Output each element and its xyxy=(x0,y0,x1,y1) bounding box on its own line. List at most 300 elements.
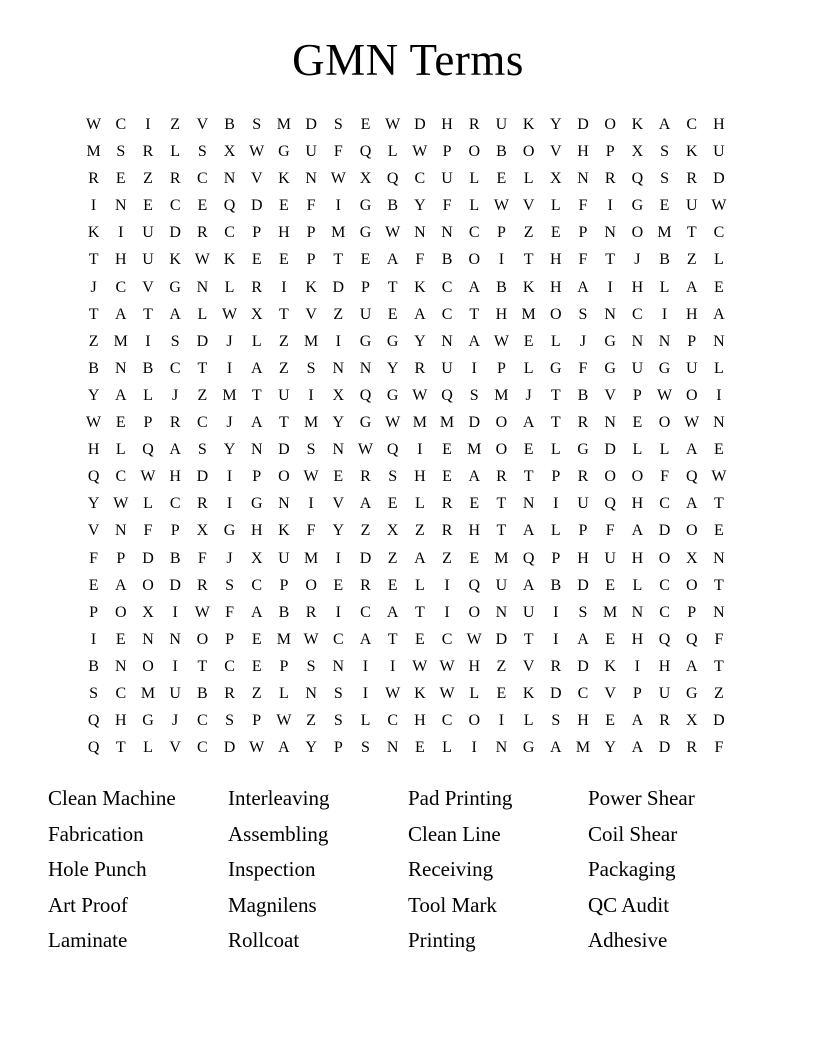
grid-letter: I xyxy=(553,603,559,621)
grid-letter: D xyxy=(142,549,154,567)
grid-letter: Q xyxy=(87,468,100,486)
grid-letter: D xyxy=(713,170,725,188)
grid-letter: E xyxy=(333,468,344,486)
grid-letter: H xyxy=(550,251,562,269)
grid-letter: Z xyxy=(496,657,507,675)
grid-letter: J xyxy=(226,414,233,432)
grid-letter: I xyxy=(607,197,613,215)
grid-letter: F xyxy=(197,549,207,567)
grid-letter: A xyxy=(386,603,399,621)
grid-row xyxy=(80,274,733,301)
grid-letter: O xyxy=(522,143,535,161)
grid-letter: A xyxy=(278,739,290,757)
word-list-column xyxy=(48,781,228,959)
grid-letter: O xyxy=(468,712,480,730)
grid-letter: O xyxy=(468,143,480,161)
grid-letter: T xyxy=(387,278,398,296)
grid-letter: C xyxy=(224,224,235,242)
grid-letter: V xyxy=(196,116,209,133)
grid-letter: T xyxy=(88,305,99,323)
grid-letter: C xyxy=(713,224,725,242)
grid-letter: H xyxy=(685,305,698,323)
grid-letter: A xyxy=(685,657,698,675)
grid-letter: H xyxy=(87,441,100,459)
word-list xyxy=(48,781,768,959)
grid-letter: N xyxy=(604,224,616,242)
grid-letter: S xyxy=(170,332,180,350)
grid-letter: N xyxy=(305,684,317,702)
grid-letter: M xyxy=(276,116,292,133)
word-list-item: Hole Punch xyxy=(48,857,147,882)
grid-letter: I xyxy=(634,657,640,675)
grid-row xyxy=(80,165,733,192)
grid-letter: H xyxy=(115,712,127,730)
grid-letter: I xyxy=(362,657,369,675)
grid-letter: T xyxy=(496,522,507,540)
grid-letter: D xyxy=(658,522,671,540)
grid-letter: N xyxy=(522,495,535,513)
grid-letter: C xyxy=(441,712,453,730)
grid-letter: D xyxy=(604,441,616,459)
word-list-item: Receiving xyxy=(408,857,494,882)
grid-letter: D xyxy=(658,739,671,757)
grid-letter: W xyxy=(194,251,210,269)
grid-letter: Z xyxy=(714,684,724,702)
grid-letter: W xyxy=(412,143,428,161)
grid-letter: Q xyxy=(685,630,698,648)
grid-letter: L xyxy=(632,576,643,594)
grid-letter: K xyxy=(414,684,426,702)
grid-letter: R xyxy=(169,170,181,188)
word-list-item: Rollcoat xyxy=(228,928,300,953)
grid-letter: X xyxy=(250,549,263,567)
grid-letter: R xyxy=(197,576,208,594)
grid-letter: C xyxy=(115,684,127,702)
grid-letter: G xyxy=(169,278,181,296)
grid-letter: I xyxy=(145,116,151,133)
grid-letter: J xyxy=(525,386,532,404)
grid-letter: K xyxy=(305,278,317,296)
grid-letter: T xyxy=(387,630,398,648)
grid-letter: S xyxy=(660,143,669,161)
grid-letter: I xyxy=(308,495,314,513)
grid-letter: W xyxy=(194,603,210,621)
grid-letter: Q xyxy=(359,386,372,404)
grid-letter: E xyxy=(387,305,398,323)
grid-letter: G xyxy=(386,332,399,350)
grid-letter: X xyxy=(685,549,698,567)
grid-letter: I xyxy=(172,657,178,675)
grid-letter: G xyxy=(604,332,616,350)
grid-letter: B xyxy=(224,116,235,133)
grid-letter: E xyxy=(496,170,507,188)
grid-letter: M xyxy=(494,549,509,567)
grid-letter: Q xyxy=(223,197,236,215)
grid-letter: D xyxy=(169,576,181,594)
grid-letter: W xyxy=(493,332,509,350)
grid-letter: C xyxy=(115,116,127,133)
grid-letter: U xyxy=(169,684,181,702)
grid-letter: R xyxy=(441,522,453,540)
grid-letter: R xyxy=(550,657,562,675)
grid-letter: I xyxy=(226,495,233,513)
grid-letter: S xyxy=(333,684,343,702)
grid-letter: N xyxy=(604,414,616,432)
grid-letter: L xyxy=(523,712,534,730)
grid-letter: R xyxy=(305,603,317,621)
grid-row xyxy=(80,626,733,653)
grid-letter: N xyxy=(332,441,345,459)
grid-letter: U xyxy=(604,549,616,567)
grid-letter: H xyxy=(713,116,725,133)
grid-letter: W xyxy=(439,657,455,675)
grid-letter: A xyxy=(468,332,480,350)
word-list-item: Printing xyxy=(408,928,476,953)
grid-letter: L xyxy=(550,332,561,350)
word-list-item: Laminate xyxy=(48,928,128,953)
grid-letter: V xyxy=(250,170,263,188)
grid-letter: G xyxy=(359,332,372,350)
grid-letter: N xyxy=(631,332,644,350)
grid-letter: T xyxy=(605,251,616,269)
grid-letter: T xyxy=(279,305,289,323)
grid-letter: E xyxy=(414,630,425,648)
grid-letter: F xyxy=(415,251,425,269)
grid-letter: F xyxy=(333,143,343,161)
grid-letter: C xyxy=(441,278,453,296)
page-title: GMN Terms xyxy=(292,35,524,85)
grid-letter: B xyxy=(659,251,670,269)
grid-letter: K xyxy=(631,116,644,133)
grid-letter: A xyxy=(468,278,480,296)
grid-letter: S xyxy=(306,441,316,459)
grid-letter: T xyxy=(523,630,534,648)
grid-letter: V xyxy=(305,305,317,323)
grid-letter: F xyxy=(143,522,153,540)
grid-letter: B xyxy=(88,657,99,675)
grid-letter: X xyxy=(550,170,562,188)
grid-letter: B xyxy=(197,684,208,702)
word-list-column xyxy=(408,781,588,959)
grid-letter: M xyxy=(331,224,346,242)
grid-letter: S xyxy=(578,603,588,621)
grid-letter: D xyxy=(713,712,725,730)
grid-letter: H xyxy=(115,251,127,269)
grid-letter: F xyxy=(578,251,588,269)
grid-letter: U xyxy=(685,359,698,377)
grid-letter: A xyxy=(522,522,535,540)
grid-row xyxy=(80,490,733,517)
grid-letter: P xyxy=(89,603,99,621)
grid-letter: N xyxy=(332,359,345,377)
word-list-item: Clean Line xyxy=(408,821,501,846)
grid-letter: Y xyxy=(305,739,317,757)
grid-letter: Y xyxy=(550,116,562,133)
grid-letter: A xyxy=(685,278,698,296)
grid-letter: E xyxy=(414,739,425,757)
grid-letter: I xyxy=(90,630,97,648)
grid-letter: A xyxy=(414,305,426,323)
grid-letter: D xyxy=(196,332,209,350)
grid-letter: A xyxy=(685,441,698,459)
grid-letter: W xyxy=(466,630,482,648)
grid-letter: A xyxy=(250,359,263,377)
grid-letter: O xyxy=(468,251,480,269)
grid-letter: V xyxy=(604,386,616,404)
grid-letter: T xyxy=(714,495,724,513)
grid-letter: X xyxy=(386,522,399,540)
grid-letter: B xyxy=(387,197,398,215)
grid-letter: R xyxy=(686,170,698,188)
grid-letter: C xyxy=(387,712,398,730)
grid-letter: C xyxy=(115,468,127,486)
grid-letter: E xyxy=(333,576,344,594)
grid-letter: D xyxy=(414,116,426,133)
grid-row xyxy=(80,355,733,382)
word-list-item: Inspection xyxy=(228,857,316,882)
grid-letter: A xyxy=(550,739,562,757)
grid-letter: Z xyxy=(88,332,99,350)
grid-letter: G xyxy=(278,143,290,161)
grid-letter: U xyxy=(441,170,453,188)
grid-letter: M xyxy=(303,549,319,567)
grid-letter: P xyxy=(143,414,153,432)
grid-letter: E xyxy=(360,116,371,133)
grid-letter: C xyxy=(169,495,181,513)
grid-letter: J xyxy=(226,332,233,350)
word-list-item: Assembling xyxy=(228,821,329,846)
grid-letter: L xyxy=(143,739,153,757)
grid-letter: O xyxy=(685,386,698,404)
grid-letter: Z xyxy=(143,170,153,188)
grid-letter: G xyxy=(577,441,589,459)
grid-letter: V xyxy=(522,197,535,215)
word-list-column xyxy=(588,781,768,959)
grid-letter: A xyxy=(115,305,127,323)
grid-letter: W xyxy=(357,441,374,459)
grid-letter: I xyxy=(471,359,477,377)
grid-letter: N xyxy=(631,603,644,621)
grid-letter: N xyxy=(713,332,725,350)
grid-letter: G xyxy=(685,684,698,702)
grid-letter: Z xyxy=(523,224,534,242)
grid-letter: R xyxy=(659,712,670,730)
grid-letter: V xyxy=(142,278,154,296)
grid-row xyxy=(80,572,733,599)
grid-letter: R xyxy=(468,116,480,133)
grid-letter: O xyxy=(631,224,644,242)
grid-letter: W xyxy=(711,197,727,215)
grid-row xyxy=(80,707,733,734)
grid-letter: A xyxy=(359,495,372,513)
grid-letter: M xyxy=(467,441,482,459)
grid-letter: U xyxy=(495,116,508,133)
grid-letter: O xyxy=(196,630,209,648)
grid-letter: L xyxy=(469,684,480,702)
grid-letter: M xyxy=(494,386,509,404)
grid-letter: A xyxy=(169,305,181,323)
grid-letter: X xyxy=(196,522,209,540)
grid-letter: W xyxy=(276,712,292,730)
grid-letter: L xyxy=(523,359,534,377)
grid-letter: C xyxy=(197,712,208,730)
grid-letter: O xyxy=(631,468,644,486)
grid-letter: E xyxy=(251,657,262,675)
grid-letter: A xyxy=(359,630,372,648)
grid-letter: G xyxy=(522,739,535,757)
grid-letter: A xyxy=(713,305,725,323)
grid-letter: N xyxy=(115,657,127,675)
grid-letter: W xyxy=(303,630,319,648)
grid-letter: A xyxy=(169,441,181,459)
grid-letter: M xyxy=(140,684,156,702)
grid-letter: D xyxy=(468,414,480,432)
grid-letter: L xyxy=(469,170,480,188)
grid-letter: B xyxy=(496,278,507,296)
grid-letter: D xyxy=(332,278,345,296)
grid-letter: Q xyxy=(386,441,399,459)
grid-letter: N xyxy=(604,305,616,323)
grid-letter: L xyxy=(659,278,670,296)
grid-letter: T xyxy=(523,468,534,486)
grid-letter: I xyxy=(661,305,668,323)
grid-letter: J xyxy=(579,332,587,350)
grid-letter: P xyxy=(687,603,697,621)
grid-letter: M xyxy=(521,305,536,323)
grid-letter: W xyxy=(113,495,129,513)
grid-letter: G xyxy=(250,495,263,513)
grid-letter: E xyxy=(115,630,126,648)
grid-letter: A xyxy=(250,414,263,432)
grid-letter: L xyxy=(143,495,153,513)
grid-letter: W xyxy=(385,116,401,133)
grid-letter: J xyxy=(226,549,233,567)
grid-letter: E xyxy=(659,197,670,215)
grid-letter: S xyxy=(116,143,126,161)
grid-letter: E xyxy=(714,522,724,540)
grid-letter: A xyxy=(658,116,671,133)
grid-letter: N xyxy=(223,170,236,188)
grid-letter: H xyxy=(414,468,426,486)
grid-letter: E xyxy=(496,684,507,702)
grid-letter: G xyxy=(359,414,372,432)
grid-letter: D xyxy=(196,468,209,486)
grid-letter: I xyxy=(226,468,233,486)
grid-letter: D xyxy=(223,739,236,757)
grid-letter: Y xyxy=(414,197,426,215)
grid-letter: A xyxy=(631,522,644,540)
grid-letter: R xyxy=(441,495,453,513)
grid-letter: F xyxy=(714,630,724,648)
grid-letter: H xyxy=(441,116,453,133)
grid-letter: Q xyxy=(87,712,100,730)
grid-letter: P xyxy=(551,468,561,486)
grid-letter: R xyxy=(197,224,208,242)
grid-letter: Z xyxy=(387,549,398,567)
grid-letter: S xyxy=(660,170,669,188)
grid-row xyxy=(80,111,733,138)
grid-letter: O xyxy=(604,116,616,133)
grid-letter: E xyxy=(442,441,452,459)
grid-letter: D xyxy=(305,116,317,133)
grid-letter: W xyxy=(86,414,102,432)
grid-letter: Q xyxy=(685,468,698,486)
grid-letter: S xyxy=(333,712,343,730)
grid-letter: U xyxy=(359,305,372,323)
grid-letter: S xyxy=(252,116,262,133)
grid-letter: O xyxy=(550,305,562,323)
grid-letter: K xyxy=(87,224,100,242)
grid-letter: L xyxy=(714,359,724,377)
grid-letter: W xyxy=(140,468,156,486)
grid-letter: P xyxy=(170,522,180,540)
grid-letter: R xyxy=(360,576,371,594)
word-list-column xyxy=(228,781,408,959)
grid-letter: T xyxy=(251,386,262,404)
grid-letter: E xyxy=(550,224,561,242)
grid-letter: T xyxy=(550,386,561,404)
grid-letter: N xyxy=(441,224,453,242)
grid-letter: Z xyxy=(360,522,371,540)
grid-letter: O xyxy=(278,468,290,486)
grid-letter: P xyxy=(252,468,262,486)
grid-letter: E xyxy=(605,576,616,594)
grid-letter: Y xyxy=(414,332,426,350)
grid-letter: P xyxy=(496,359,506,377)
grid-letter: C xyxy=(632,305,643,323)
grid-letter: P xyxy=(632,386,642,404)
word-list-item: Pad Printing xyxy=(408,786,513,810)
grid-letter: Z xyxy=(306,712,316,730)
grid-letter: U xyxy=(577,495,589,513)
grid-letter: P xyxy=(605,143,615,161)
grid-letter: P xyxy=(252,224,262,242)
grid-letter: S xyxy=(306,359,316,377)
grid-row xyxy=(80,219,733,246)
grid-letter: A xyxy=(631,739,644,757)
grid-letter: B xyxy=(142,359,154,377)
grid-letter: Z xyxy=(197,386,208,404)
grid-letter: J xyxy=(172,386,179,404)
grid-letter: W xyxy=(711,468,727,486)
grid-letter: L xyxy=(550,441,561,459)
grid-letter: J xyxy=(634,251,641,269)
grid-letter: E xyxy=(197,197,208,215)
grid-letter: W xyxy=(303,468,319,486)
grid-letter: U xyxy=(631,359,644,377)
grid-letter: C xyxy=(659,495,670,513)
grid-letter: B xyxy=(88,359,99,377)
grid-letter: A xyxy=(685,495,698,513)
grid-letter: B xyxy=(496,143,507,161)
grid-letter: P xyxy=(578,224,588,242)
grid-letter: E xyxy=(469,549,480,567)
grid-letter: U xyxy=(713,143,725,161)
grid-letter: S xyxy=(197,441,207,459)
grid-row xyxy=(80,301,733,328)
grid-letter: O xyxy=(495,414,508,432)
grid-letter: E xyxy=(523,441,534,459)
grid-letter: E xyxy=(360,251,371,269)
grid-letter: U xyxy=(441,359,453,377)
word-list-item: Adhesive xyxy=(588,928,668,953)
grid-letter: C xyxy=(197,739,208,757)
grid-row xyxy=(80,680,733,707)
grid-letter: L xyxy=(197,305,208,323)
grid-letter: V xyxy=(332,495,345,513)
grid-letter: I xyxy=(362,684,369,702)
grid-letter: E xyxy=(605,630,616,648)
